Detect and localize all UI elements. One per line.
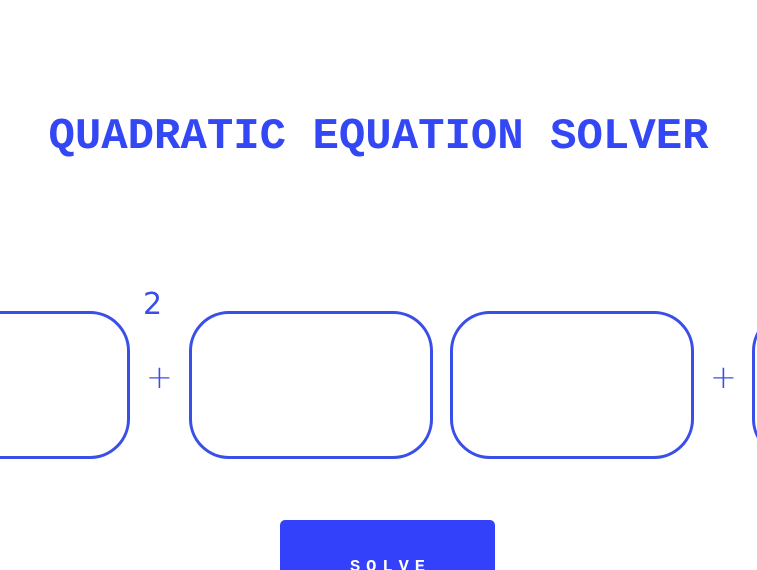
plus-sign: + — [710, 358, 737, 396]
squared-exponent: 2 — [143, 287, 163, 322]
coefficient-a-input[interactable] — [0, 311, 130, 459]
coefficient-b-input[interactable] — [189, 311, 433, 459]
solve-button[interactable]: SOLVE — [280, 520, 495, 570]
page-title: QUADRATIC EQUATION SOLVER — [48, 112, 709, 162]
plus-sign: + — [146, 358, 173, 396]
coefficient-c-input[interactable] — [752, 311, 757, 459]
coefficient-b-secondary-input[interactable] — [450, 311, 694, 459]
